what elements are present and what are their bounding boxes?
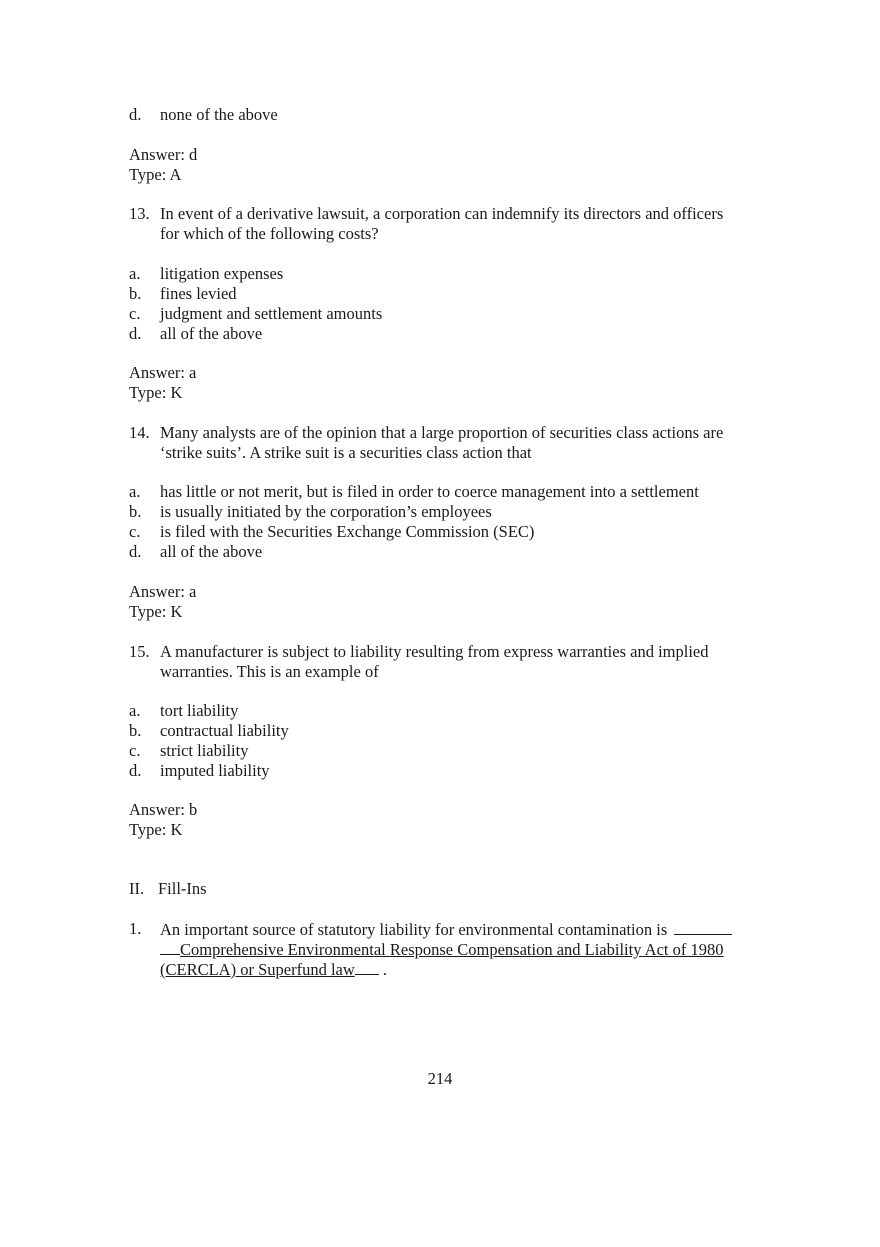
fill1-blank-start <box>674 919 732 935</box>
q15-option-a-letter: a. <box>129 701 141 720</box>
q12-type: Type: A <box>129 165 182 184</box>
q13-option-c-text: judgment and settlement amounts <box>160 304 383 323</box>
q14-option-b-text: is usually initiated by the corporation’s employees <box>160 502 492 521</box>
q15-stem-line2: warranties. This is an example of <box>160 662 379 681</box>
fill1-answer-line2 <box>160 939 724 960</box>
section-title: Fill-Ins <box>158 879 207 898</box>
q15-type: Type: K <box>129 820 183 839</box>
q13-option-b-text: fines levied <box>160 284 237 303</box>
section-numeral: II. <box>129 879 145 898</box>
q15-option-d-letter: d. <box>129 761 142 780</box>
q15-answer: Answer: b <box>129 800 198 819</box>
q12-option-d-text: none of the above <box>160 105 278 124</box>
q13-option-d-text: all of the above <box>160 324 263 343</box>
q14-option-c-text: is filed with the Securities Exchange Commission (SEC) <box>160 522 535 541</box>
q14-option-c-letter: c. <box>129 522 141 541</box>
q12-option-d-letter: d. <box>129 105 142 124</box>
q13-type: Type: K <box>129 383 183 402</box>
fill1-number: 1. <box>129 919 142 938</box>
q13-number: 13. <box>129 204 150 223</box>
q13-option-a-letter: a. <box>129 264 141 283</box>
q14-option-b-letter: b. <box>129 502 142 521</box>
q15-option-c-letter: c. <box>129 741 141 760</box>
q12-answer: Answer: d <box>129 145 198 164</box>
fill1-answer-text-line2: Comprehensive Environmental Response Compensation and Liability Act of 1980 <box>180 940 724 959</box>
fill1-stem-text: An important source of statutory liability for environmental contamination is <box>160 920 668 939</box>
q14-option-d-letter: d. <box>129 542 142 561</box>
q14-number: 14. <box>129 423 150 442</box>
q14-type: Type: K <box>129 602 183 621</box>
q14-answer: Answer: a <box>129 582 197 601</box>
q14-option-a-text: has little or not merit, but is filed in order to coerce management into a settlement <box>160 482 699 501</box>
q15-number: 15. <box>129 642 150 661</box>
q15-option-d-text: imputed liability <box>160 761 270 780</box>
page-number: 214 <box>427 1069 453 1088</box>
fill1-blank-lead <box>160 939 180 955</box>
q13-option-d-letter: d. <box>129 324 142 343</box>
q14-option-d-text: all of the above <box>160 542 263 561</box>
fill1-answer-line3 <box>160 959 387 980</box>
fill1-stem-line1 <box>160 919 732 940</box>
q13-stem-line2: for which of the following costs? <box>160 224 379 243</box>
q15-option-b-letter: b. <box>129 721 142 740</box>
q13-option-a-text: litigation expenses <box>160 264 284 283</box>
q13-stem-line1: In event of a derivative lawsuit, a corporation can indemnify its directors and officers <box>160 204 724 223</box>
fill1-period: . <box>382 960 388 979</box>
q15-stem-line1: A manufacturer is subject to liability resulting from express warranties and implied <box>160 642 709 661</box>
q14-stem-line2: ‘strike suits’. A strike suit is a securities class action that <box>160 443 532 462</box>
q15-option-b-text: contractual liability <box>160 721 289 740</box>
fill1-answer-text-line3: (CERCLA) or Superfund law <box>160 960 355 979</box>
q14-option-a-letter: a. <box>129 482 141 501</box>
q15-option-a-text: tort liability <box>160 701 239 720</box>
q15-option-c-text: strict liability <box>160 741 249 760</box>
q13-option-c-letter: c. <box>129 304 141 323</box>
fill1-blank-end <box>355 959 379 975</box>
q13-answer: Answer: a <box>129 363 197 382</box>
q13-option-b-letter: b. <box>129 284 142 303</box>
q14-stem-line1: Many analysts are of the opinion that a large proportion of securities class actions are <box>160 423 724 442</box>
